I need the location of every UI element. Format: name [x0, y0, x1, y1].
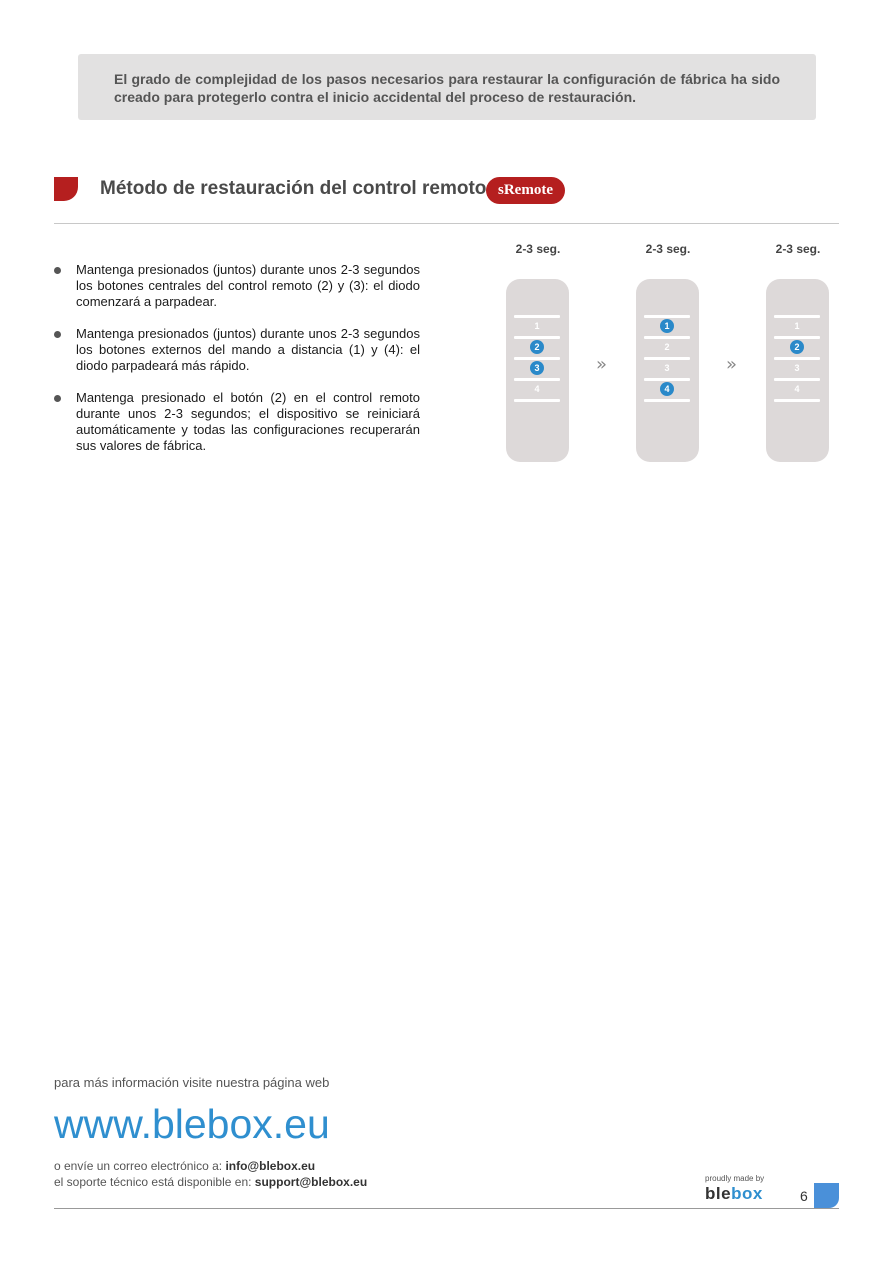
section-divider — [54, 223, 839, 224]
footer-intro: para más información visite nuestra página web — [54, 1075, 330, 1090]
info-note-text: El grado de complejidad de los pasos necesarios para restaurar la configuración de fábrica ha sido creado para protegerlo contra el inicio accidental del proceso de restauración. — [114, 71, 780, 105]
support-line — [54, 1174, 367, 1190]
page-number: 6 — [800, 1188, 808, 1204]
remote-divider — [514, 378, 560, 381]
remote-button: 4 — [534, 384, 540, 394]
remote-divider — [514, 315, 560, 318]
remote-button-pressed: 2 — [790, 340, 804, 354]
remote-button-pressed: 1 — [660, 319, 674, 333]
proudly-made-label: proudly made by — [705, 1174, 765, 1183]
email-link[interactable]: info@blebox.eu — [225, 1159, 316, 1173]
remote-step-2 — [636, 242, 700, 462]
remote-button: 1 — [534, 321, 540, 331]
remote-divider — [514, 336, 560, 339]
footer-divider — [54, 1208, 839, 1209]
logo-text-left: ble — [705, 1184, 732, 1203]
chevron-right-icon: » — [726, 354, 738, 375]
remote-divider — [774, 378, 820, 381]
blebox-logo — [705, 1184, 763, 1204]
remote-button: 1 — [794, 321, 800, 331]
website-link[interactable]: www.blebox.eu — [54, 1101, 330, 1147]
remote-button-pressed: 2 — [530, 340, 544, 354]
step-item — [54, 390, 420, 454]
footer-contact — [54, 1158, 367, 1190]
step-item — [54, 326, 420, 374]
bullet-icon — [54, 267, 61, 274]
email-line — [54, 1158, 367, 1174]
remote-illustration — [506, 279, 569, 462]
bullet-icon — [54, 331, 61, 338]
remote-divider — [644, 315, 690, 318]
step-item — [54, 262, 420, 310]
remote-button: 3 — [664, 363, 670, 373]
remote-button: 4 — [794, 384, 800, 394]
step-text: Mantenga presionado el botón (2) en el control remoto durante unos 2-3 segundos; el dispositivo se reiniciará automáticamente y todas las configuraciones recuperarán sus valores de fábrica. — [76, 390, 420, 453]
remote-illustration — [766, 279, 829, 462]
remote-button-pressed: 4 — [660, 382, 674, 396]
remote-button-pressed: 3 — [530, 361, 544, 375]
remote-divider — [644, 357, 690, 360]
step-text: Mantenga presionados (juntos) durante unos 2-3 segundos los botones externos del mando a distancia (1) y (4): el diodo parpadeará más rápido. — [76, 326, 420, 373]
page-tab — [814, 1183, 839, 1208]
duration-label: 2-3 seg. — [645, 242, 691, 256]
remote-divider — [514, 357, 560, 360]
section-marker — [54, 177, 78, 201]
remote-divider — [774, 399, 820, 402]
bullet-icon — [54, 395, 61, 402]
steps-list — [54, 262, 420, 470]
remote-divider — [774, 336, 820, 339]
logo-text-right: box — [731, 1184, 763, 1203]
support-link[interactable]: support@blebox.eu — [254, 1175, 368, 1189]
remote-divider — [514, 399, 560, 402]
remote-button: 3 — [794, 363, 800, 373]
remote-divider — [774, 315, 820, 318]
remote-step-3 — [766, 242, 830, 462]
info-note — [78, 54, 816, 120]
remote-step-1 — [506, 242, 570, 462]
support-prefix: el soporte técnico está disponible en: — [54, 1175, 255, 1189]
product-badge: sRemote — [486, 177, 565, 204]
duration-label: 2-3 seg. — [775, 242, 821, 256]
remote-divider — [644, 336, 690, 339]
remote-illustration — [636, 279, 699, 462]
email-prefix: o envíe un correo electrónico a: — [54, 1159, 226, 1173]
chevron-right-icon: » — [596, 354, 608, 375]
duration-label: 2-3 seg. — [515, 242, 561, 256]
remote-button: 2 — [664, 342, 670, 352]
step-text: Mantenga presionados (juntos) durante unos 2-3 segundos los botones centrales del control remoto (2) y (3): el diodo comenzará a parpadear. — [76, 262, 420, 309]
remote-divider — [644, 378, 690, 381]
remote-divider — [644, 399, 690, 402]
section-title: Método de restauración del control remoto — [100, 178, 487, 199]
remote-divider — [774, 357, 820, 360]
